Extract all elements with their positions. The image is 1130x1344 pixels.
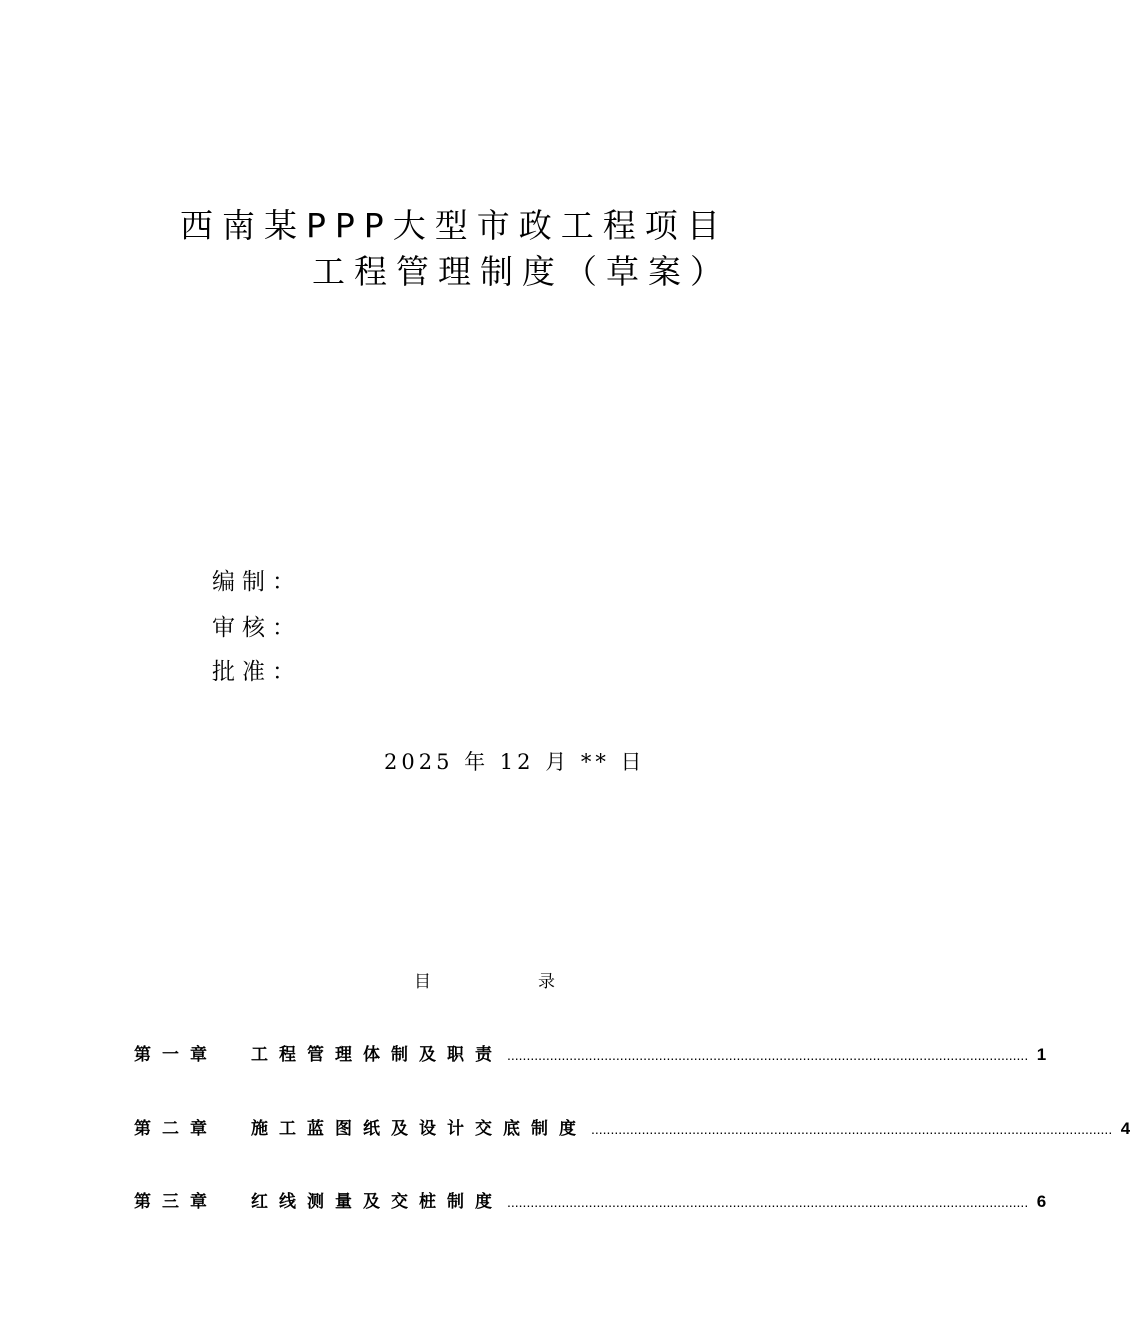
toc-leader-dots: ...................................................................................................................................... xyxy=(507,1047,1029,1063)
toc-page-number: 4 xyxy=(1120,1119,1130,1138)
toc-chapter: 第一章 xyxy=(134,1045,218,1064)
signature-prepared-by: 编制： xyxy=(212,569,302,595)
toc-leader-dots: ...................................................................................................................................... xyxy=(507,1194,1029,1210)
toc-entry[interactable] xyxy=(134,1042,1047,1068)
document-title-line-1: 西南某PPP大型市政工程项目 xyxy=(180,206,729,245)
toc-leader-dots: ...................................................................................................................................... xyxy=(591,1121,1113,1137)
document-date: 2025 年 12 月 ** 日 xyxy=(384,750,646,774)
toc-entry-name: 工程管理体制及职责 xyxy=(251,1045,503,1064)
toc-entry-name: 红线测量及交桩制度 xyxy=(251,1192,503,1211)
toc-page-number: 1 xyxy=(1036,1045,1047,1064)
toc-title: 目录 xyxy=(414,972,662,992)
toc-chapter: 第二章 xyxy=(134,1119,218,1138)
toc-entry[interactable] xyxy=(134,1116,1130,1142)
signature-reviewed-by: 审核： xyxy=(212,615,302,641)
signature-approved-by: 批准： xyxy=(212,659,302,685)
toc-entry[interactable] xyxy=(134,1189,1047,1215)
toc-page-number: 6 xyxy=(1036,1192,1047,1211)
document-title-line-2: 工程管理制度（草案） xyxy=(312,252,732,291)
toc-entry-name: 施工蓝图纸及设计交底制度 xyxy=(251,1119,587,1138)
toc-chapter: 第三章 xyxy=(134,1192,218,1211)
